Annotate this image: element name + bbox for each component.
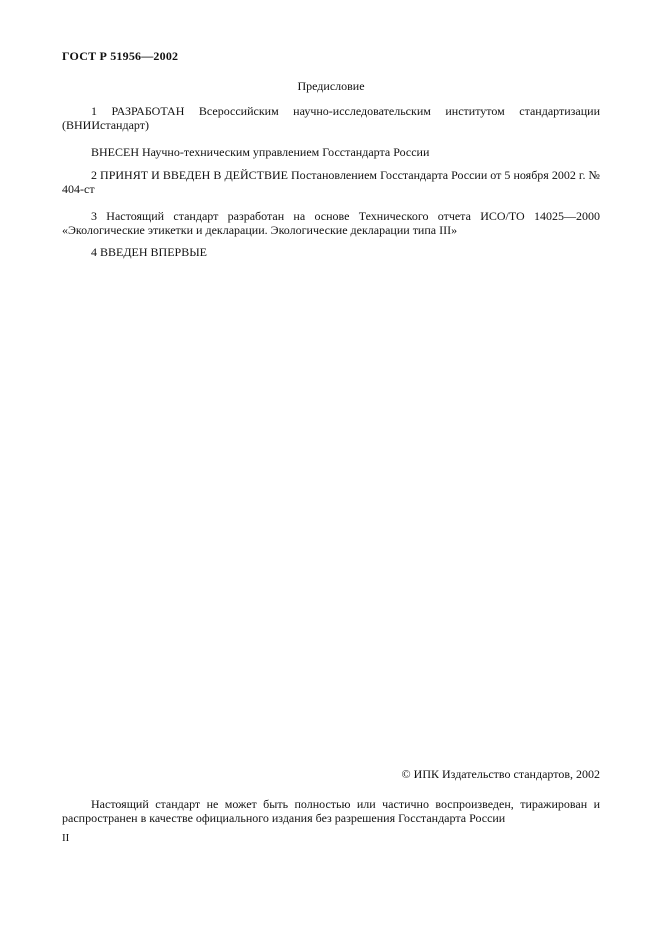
paragraph-based-on: 3 Настоящий стандарт разработан на основе Технического отчета ИСО/ТО 14025—2000 «Экологические этикетки и декларации. Экологические декларации типа III»	[62, 209, 600, 237]
copyright-line: © ИПК Издательство стандартов, 2002	[401, 767, 600, 781]
paragraph-adopted: 2 ПРИНЯТ И ВВЕДЕН В ДЕЙСТВИЕ Постановлением Госстандарта России от 5 ноября 2002 г. № 404-ст	[62, 168, 600, 196]
paragraph-introduced-by: ВНЕСЕН Научно-техническим управлением Госстандарта России	[91, 145, 430, 159]
page-number: II	[62, 832, 70, 844]
document-header: ГОСТ Р 51956—2002	[62, 49, 179, 63]
preface-title: Предисловие	[297, 79, 365, 93]
reproduction-notice: Настоящий стандарт не может быть полностью или частично воспроизведен, тиражирован и распространен в качестве официального издания без разрешения Госстандарта России	[62, 797, 600, 825]
paragraph-developed-by: 1 РАЗРАБОТАН Всероссийским научно-исследовательским институтом стандартизации (ВНИИстандарт)	[62, 104, 600, 132]
paragraph-first-introduced: 4 ВВЕДЕН ВПЕРВЫЕ	[91, 245, 207, 259]
